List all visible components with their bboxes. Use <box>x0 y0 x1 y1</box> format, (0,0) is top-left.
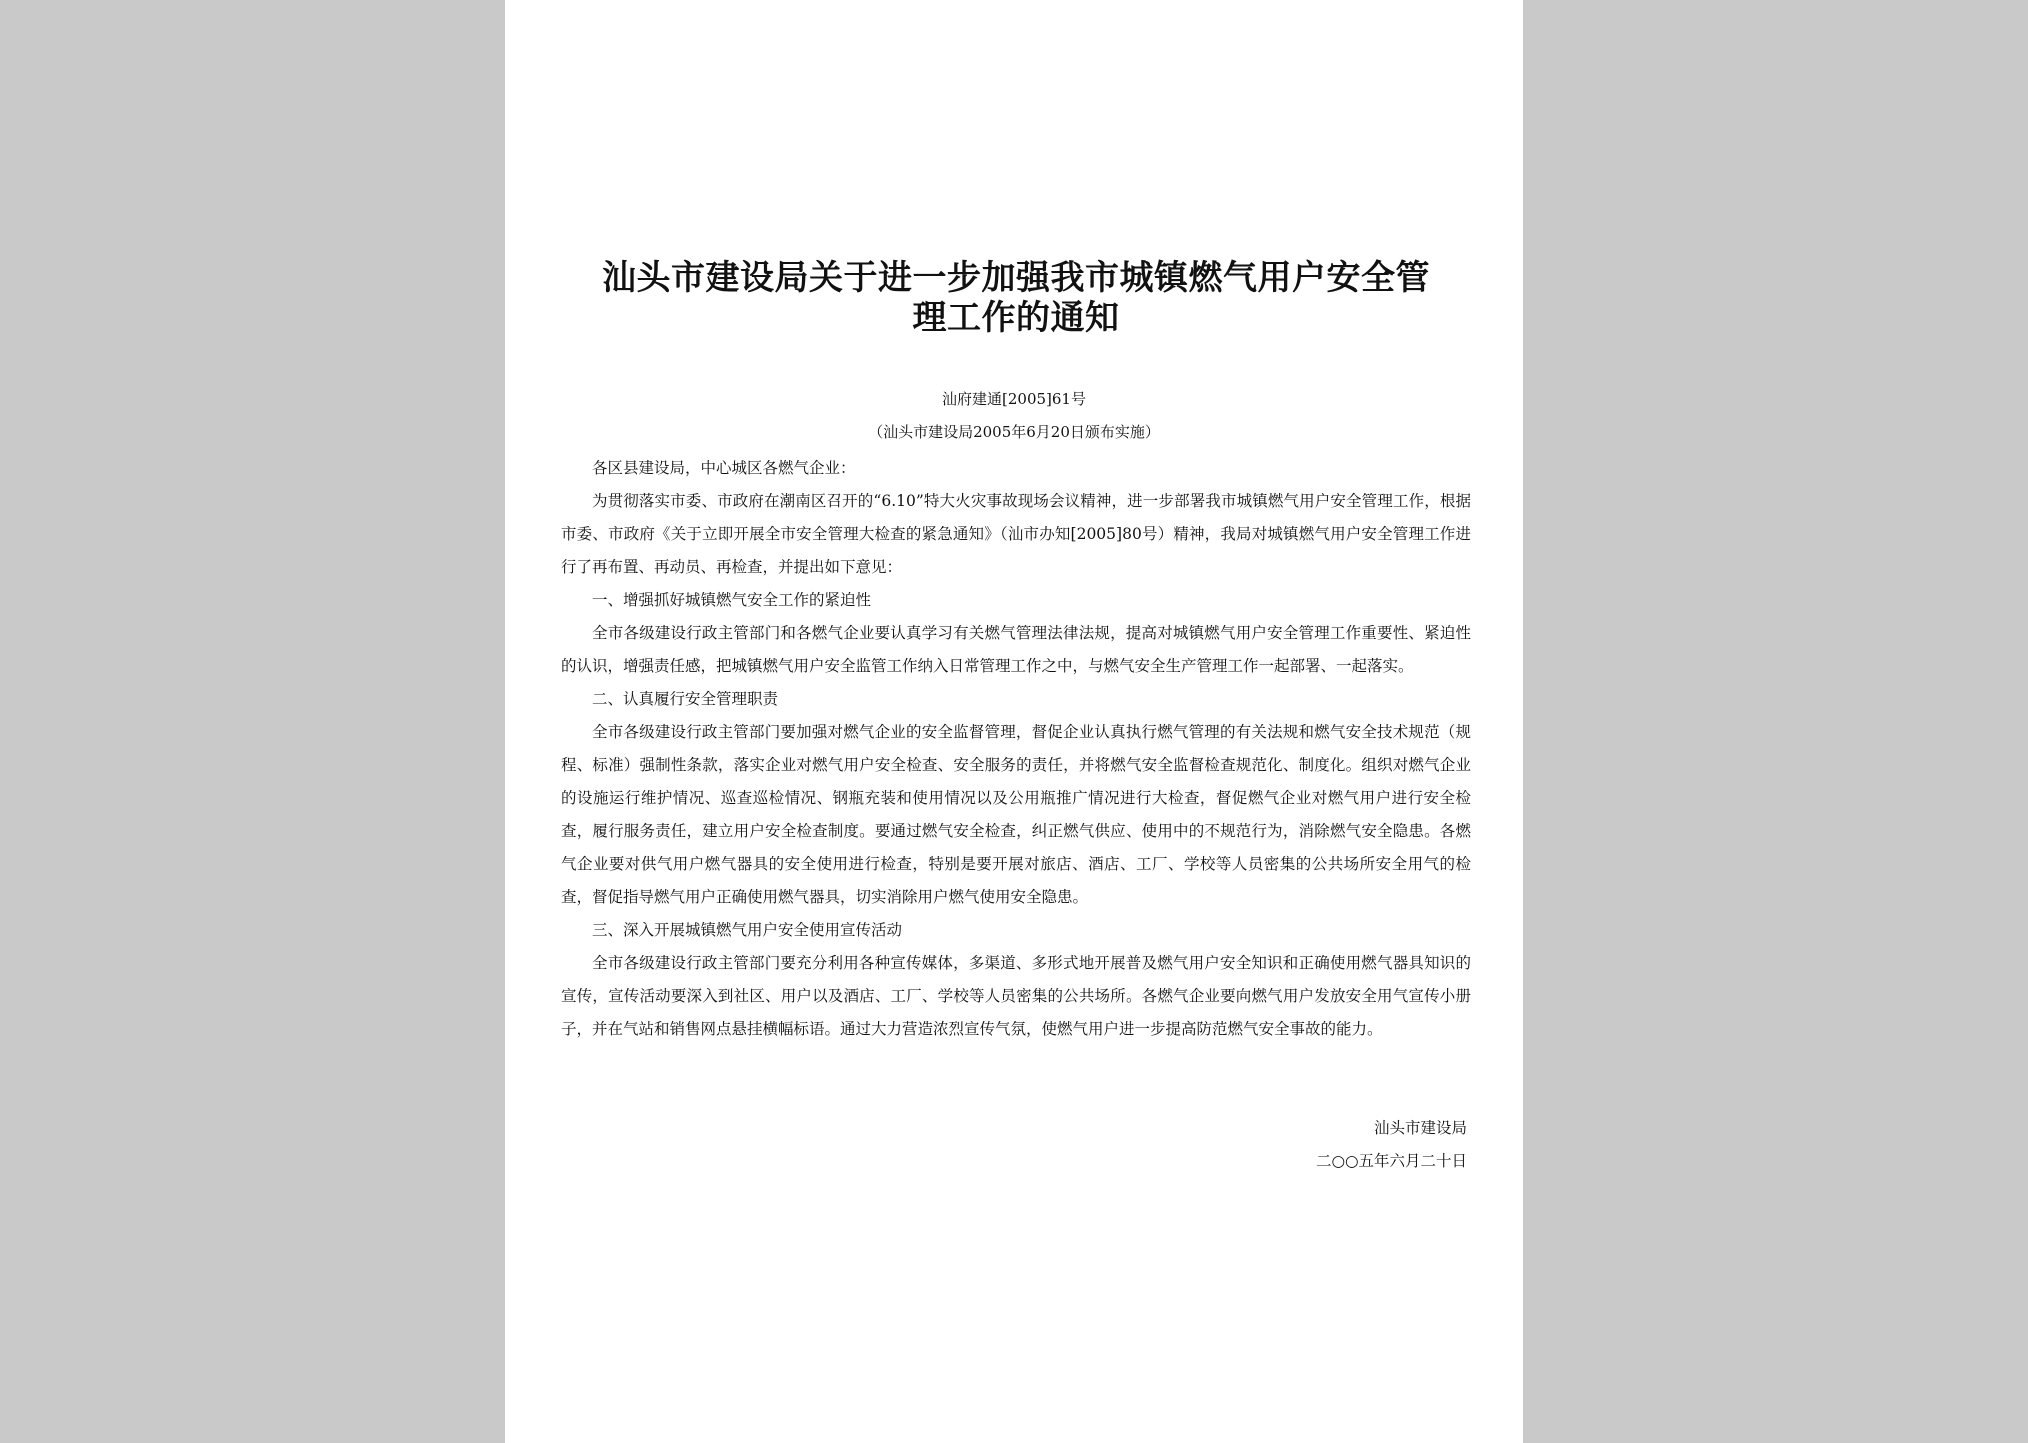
salutation: 各区县建设局，中心城区各燃气企业： <box>592 459 856 477</box>
section-body-2: 全市各级建设行政主管部门要加强对燃气企业的安全监督管理，督促企业认真执行燃气管理的有关法规和燃气安全技术规范（规程、标准）强制性条款，落实企业对燃气用户安全检查、安全服务的责任，并将燃气安全监督检查规范化、制度化。组织对燃气企业的设施运行维护情况、巡查巡检情况、钢瓶充装和使用情况以及公用瓶推广情况进行大检查，督促燃气企业对燃气用户进行安全检查，履行服务责任，建立用户安全检查制度。要通过燃气安全检查，纠正燃气供应、使用中的不规范行为，消除燃气安全隐患。各燃气企业要对供气用户燃气器具的安全使用进行检查，特别是要开展对旅店、酒店、工厂、学校等人员密集的公共场所安全用气的检查，督促指导燃气用户正确使用燃气器具，切实消除用户燃气使用安全隐患。 <box>561 723 1471 906</box>
document-body <box>561 452 1471 1046</box>
document-page <box>505 0 1523 1443</box>
document-title: 汕头市建设局关于进一步加强我市城镇燃气用户安全管理工作的通知 <box>602 258 1430 338</box>
issuer-name: 汕头市建设局 <box>1373 1119 1467 1137</box>
section-body-3: 全市各级建设行政主管部门要充分利用各种宣传媒体，多渠道、多形式地开展普及燃气用户安全知识和正确使用燃气器具知识的宣传，宣传活动要深入到社区、用户以及酒店、工厂、学校等人员密集的公共场所。各燃气企业要向燃气用户发放安全用气宣传小册子，并在气站和销售网点悬挂横幅标语。通过大力营造浓烈宣传气氛，使燃气用户进一步提高防范燃气安全事故的能力。 <box>561 954 1471 1038</box>
section-body-1: 全市各级建设行政主管部门和各燃气企业要认真学习有关燃气管理法律法规，提高对城镇燃气用户安全管理工作重要性、紧迫性的认识，增强责任感，把城镇燃气用户安全监管工作纳入日常管理工作之中，与燃气安全生产管理工作一起部署、一起落实。 <box>561 624 1471 675</box>
intro-paragraph: 为贯彻落实市委、市政府在潮南区召开的“6.10”特大火灾事故现场会议精神，进一步部署我市城镇燃气用户安全管理工作，根据市委、市政府《关于立即开展全市安全管理大检查的紧急通知》（汕市办知[2005]80号）精神，我局对城镇燃气用户安全管理工作进行了再布置、再动员、再检查，并提出如下意见： <box>561 492 1471 576</box>
document-number: 汕府建通[2005]61号 <box>942 390 1086 408</box>
issue-date: 二○○五年六月二十日 <box>1315 1152 1467 1170</box>
section-heading-3: 三、深入开展城镇燃气用户安全使用宣传活动 <box>592 921 903 939</box>
signature-block <box>1316 1112 1467 1178</box>
section-heading-2: 二、认真履行安全管理职责 <box>592 690 779 708</box>
publication-note: （汕头市建设局2005年6月20日颁布实施） <box>868 423 1160 441</box>
section-heading-1: 一、增强抓好城镇燃气安全工作的紧迫性 <box>592 591 872 609</box>
